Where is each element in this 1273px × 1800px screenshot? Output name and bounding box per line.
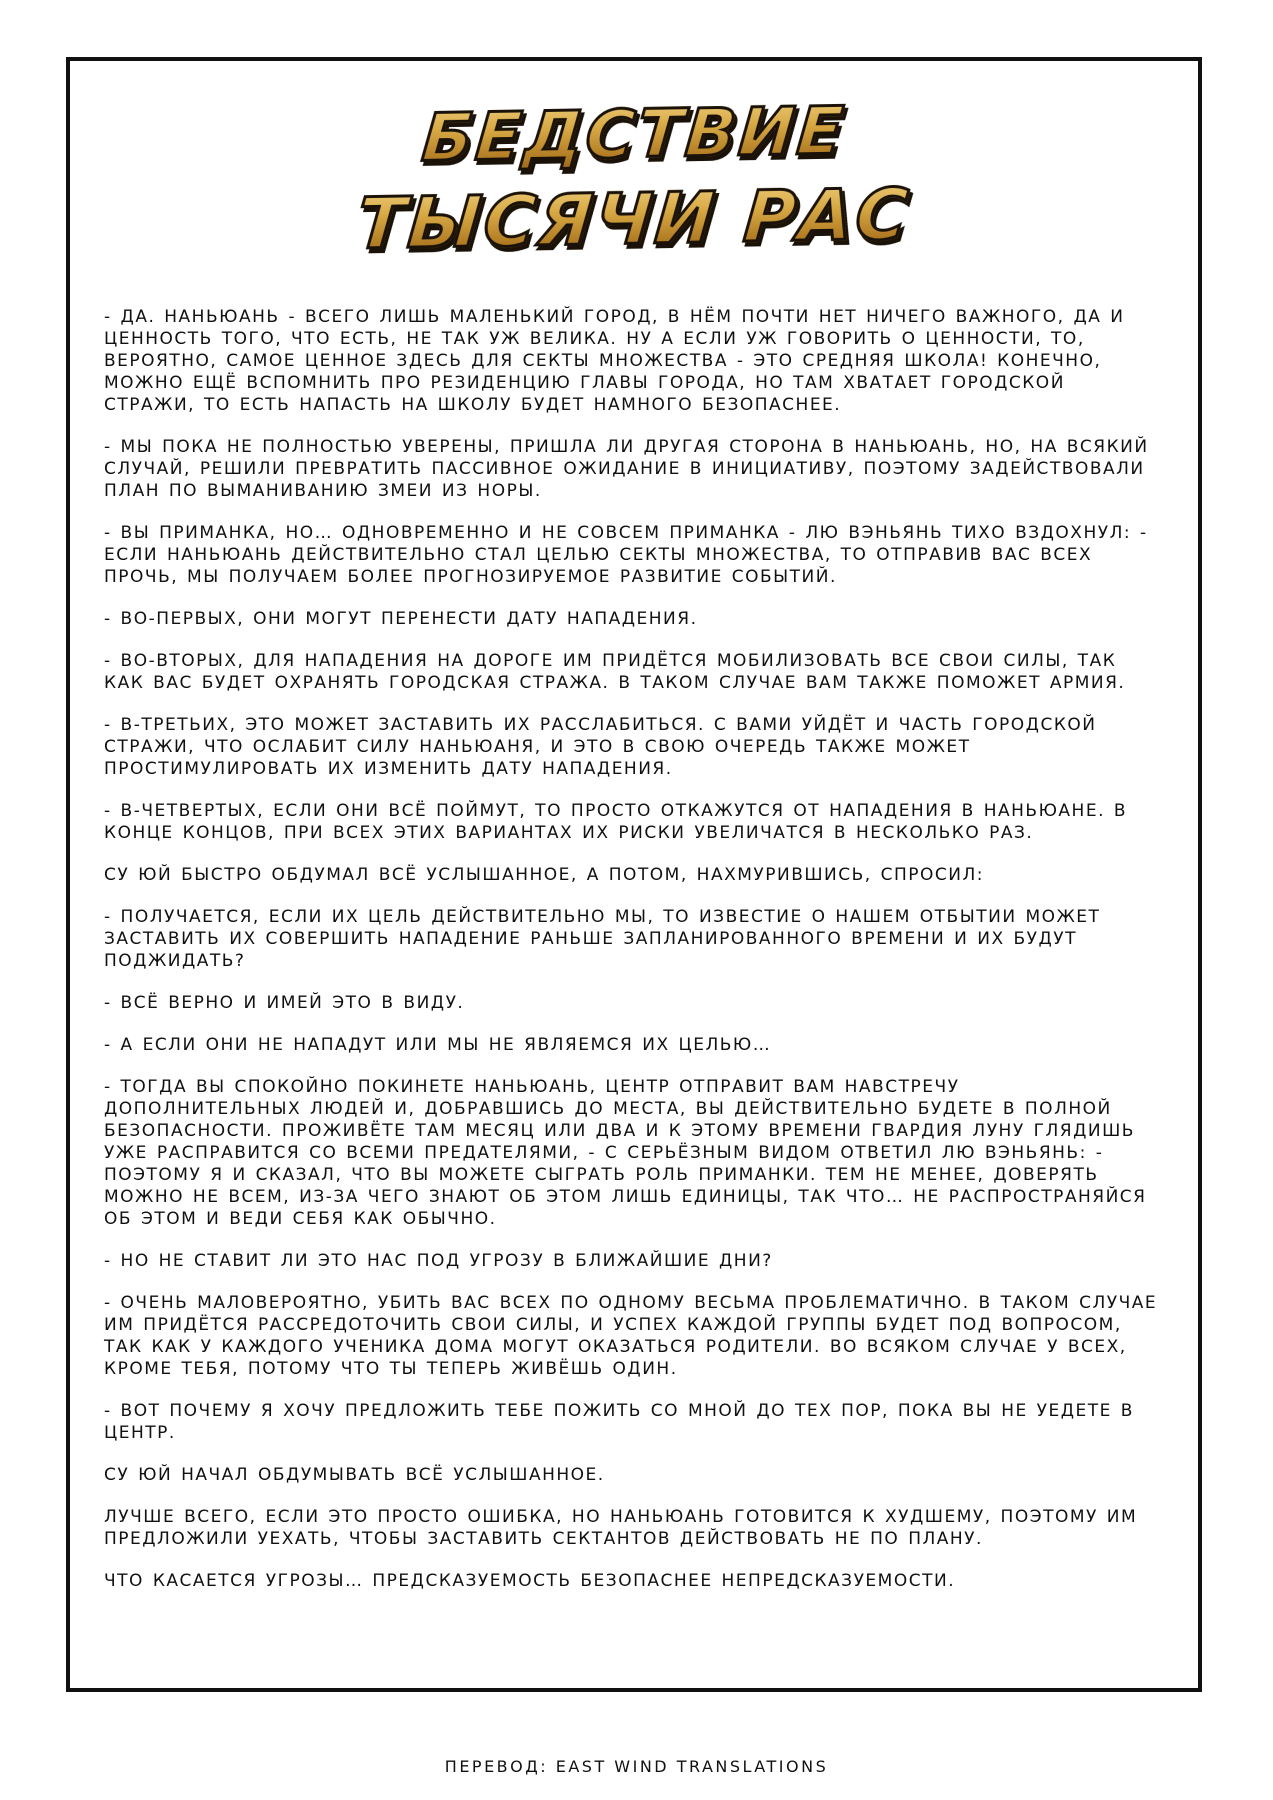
paragraph: СУ ЮЙ БЫСТРО ОБДУМАЛ ВСЁ УСЛЫШАННОЕ, А ПОТОМ, НАХМУРИВШИСЬ, СПРОСИЛ: bbox=[104, 865, 984, 885]
paragraph: - В-ЧЕТВЕРТЫХ, ЕСЛИ ОНИ ВСЁ ПОЙМУТ, ТО ПРОСТО ОТКАЖУТСЯ ОТ НАПАДЕНИЯ В НАНЬЮАНЕ. В КОНЦЕ КОНЦОВ, ПРИ ВСЕХ ЭТИХ ВАРИАНТАХ ИХ РИСКИ УВЕЛИЧАТСЯ В НЕСКОЛЬКО РАЗ. bbox=[104, 801, 1128, 843]
story-text bbox=[104, 306, 1164, 1612]
paragraph: - НО НЕ СТАВИТ ЛИ ЭТО НАС ПОД УГРОЗУ В БЛИЖАЙШИЕ ДНИ? bbox=[104, 1251, 773, 1271]
paragraph: - ВО-ПЕРВЫХ, ОНИ МОГУТ ПЕРЕНЕСТИ ДАТУ НАПАДЕНИЯ. bbox=[104, 609, 698, 629]
title-line-1: БЕДСТВИЕ bbox=[65, 81, 1203, 189]
paragraph: - ВО-ВТОРЫХ, ДЛЯ НАПАДЕНИЯ НА ДОРОГЕ ИМ ПРИДЁТСЯ МОБИЛИЗОВАТЬ ВСЕ СВОИ СИЛЫ, ТАК КАК ВАС БУДЕТ ОХРАНЯТЬ ГОРОДСКАЯ СТРАЖА. В ТАКОМ СЛУЧАЕ ВАМ ТАКЖЕ ПОМОЖЕТ АРМИЯ. bbox=[104, 651, 1126, 693]
paragraph: ЛУЧШЕ ВСЕГО, ЕСЛИ ЭТО ПРОСТО ОШИБКА, НО НАНЬЮАНЬ ГОТОВИТСЯ К ХУДШЕМУ, ПОЭТОМУ ИМ ПРЕДЛОЖИЛИ УЕХАТЬ, ЧТОБЫ ЗАСТАВИТЬ СЕКТАНТОВ ДЕЙСТВОВАТЬ НЕ ПО ПЛАНУ. bbox=[104, 1507, 1138, 1549]
paragraph: - ВСЁ ВЕРНО И ИМЕЙ ЭТО В ВИДУ. bbox=[104, 993, 465, 1013]
translation-credit: ПЕРЕВОД: EAST WIND TRANSLATIONS bbox=[444, 1757, 829, 1776]
paragraph: - В-ТРЕТЬИХ, ЭТО МОЖЕТ ЗАСТАВИТЬ ИХ РАССЛАБИТЬСЯ. С ВАМИ УЙДЁТ И ЧАСТЬ ГОРОДСКОЙ СТРАЖИ, ЧТО ОСЛАБИТ СИЛУ НАНЬЮАНЯ, И ЭТО В СВОЮ ОЧЕРЕДЬ ТАКЖЕ МОЖЕТ ПРОСТИМУЛИРОВАТЬ ИХ ИЗМЕНИТЬ ДАТУ НАПАДЕНИЯ. bbox=[104, 715, 1097, 779]
paragraph: - ОЧЕНЬ МАЛОВЕРОЯТНО, УБИТЬ ВАС ВСЕХ ПО ОДНОМУ ВЕСЬМА ПРОБЛЕМАТИЧНО. В ТАКОМ СЛУЧАЕ ИМ ПРИДЁТСЯ РАССРЕДОТОЧИТЬ СВОИ СИЛЫ, И УСПЕХ КАЖДОЙ ГРУППЫ БУДЕТ ПОД ВОПРОСОМ, ТАК КАК У КАЖДОГО УЧЕНИКА ДОМА МОГУТ ОКАЗАТЬСЯ РОДИТЕЛИ. ВО ВСЯКОМ СЛУЧАЕ У ВСЕХ, КРОМЕ ТЕБЯ, ПОТОМУ ЧТО ТЫ ТЕПЕРЬ ЖИВЁШЬ ОДИН. bbox=[104, 1293, 1158, 1379]
paragraph: - МЫ ПОКА НЕ ПОЛНОСТЬЮ УВЕРЕНЫ, ПРИШЛА ЛИ ДРУГАЯ СТОРОНА В НАНЬЮАНЬ, НО, НА ВСЯКИЙ СЛУЧАЙ, РЕШИЛИ ПРЕВРАТИТЬ ПАССИВНОЕ ОЖИДАНИЕ В ИНИЦИАТИВУ, ПОЭТОМУ ЗАДЕЙСТВОВАЛИ ПЛАН ПО ВЫМАНИВАНИЮ ЗМЕИ ИЗ НОРЫ. bbox=[104, 437, 1149, 501]
paragraph: ЧТО КАСАЕТСЯ УГРОЗЫ… ПРЕДСКАЗУЕМОСТЬ БЕЗОПАСНЕЕ НЕПРЕДСКАЗУЕМОСТИ. bbox=[104, 1571, 956, 1591]
paragraph: - ДА. НАНЬЮАНЬ - ВСЕГО ЛИШЬ МАЛЕНЬКИЙ ГОРОД, В НЁМ ПОЧТИ НЕТ НИЧЕГО ВАЖНОГО, ДА И ЦЕННОСТЬ ТОГО, ЧТО ЕСТЬ, НЕ ТАК УЖ ВЕЛИКА. НУ А ЕСЛИ УЖ ГОВОРИТЬ О ЦЕННОСТИ, ТО, ВЕРОЯТНО, САМОЕ ЦЕННОЕ ЗДЕСЬ ДЛЯ СЕКТЫ МНОЖЕСТВА - ЭТО СРЕДНЯЯ ШКОЛА! КОНЕЧНО, МОЖНО ЕЩЁ ВСПОМНИТЬ ПРО РЕЗИДЕНЦИЮ ГЛАВЫ ГОРОДА, НО ТАМ ХВАТАЕТ ГОРОДСКОЙ СТРАЖИ, ТО ЕСТЬ НАПАСТЬ НА ШКОЛУ БУДЕТ НАМНОГО БЕЗОПАСНЕЕ. bbox=[104, 307, 1125, 415]
paragraph: - ВЫ ПРИМАНКА, НО… ОДНОВРЕМЕННО И НЕ СОВСЕМ ПРИМАНКА - ЛЮ ВЭНЬЯНЬ ТИХО ВЗДОХНУЛ: - ЕСЛИ НАНЬЮАНЬ ДЕЙСТВИТЕЛЬНО СТАЛ ЦЕЛЬЮ СЕКТЫ МНОЖЕСТВА, ТО ОТПРАВИВ ВАС ВСЕХ ПРОЧЬ, МЫ ПОЛУЧАЕМ БОЛЕЕ ПРОГНОЗИРУЕМОЕ РАЗВИТИЕ СОБЫТИЙ. bbox=[104, 523, 1148, 587]
paragraph: - А ЕСЛИ ОНИ НЕ НАПАДУТ ИЛИ МЫ НЕ ЯВЛЯЕМСЯ ИХ ЦЕЛЬЮ… bbox=[104, 1035, 772, 1055]
paragraph: - ВОТ ПОЧЕМУ Я ХОЧУ ПРЕДЛОЖИТЬ ТЕБЕ ПОЖИТЬ СО МНОЙ ДО ТЕХ ПОР, ПОКА ВЫ НЕ УЕДЕТЕ В ЦЕНТР. bbox=[104, 1401, 1134, 1443]
paragraph: СУ ЮЙ НАЧАЛ ОБДУМЫВАТЬ ВСЁ УСЛЫШАННОЕ. bbox=[104, 1465, 605, 1485]
title-logo bbox=[70, 91, 1198, 263]
title-line-2: ТЫСЯЧИ РАС bbox=[65, 165, 1203, 273]
page-frame bbox=[66, 57, 1202, 1692]
paragraph: - ПОЛУЧАЕТСЯ, ЕСЛИ ИХ ЦЕЛЬ ДЕЙСТВИТЕЛЬНО МЫ, ТО ИЗВЕСТИЕ О НАШЕМ ОТБЫТИИ МОЖЕТ ЗАСТАВИТЬ ИХ СОВЕРШИТЬ НАПАДЕНИЕ РАНЬШЕ ЗАПЛАНИРОВАННОГО ВРЕМЕНИ И ИХ БУДУТ ПОДЖИДАТЬ? bbox=[104, 907, 1101, 971]
paragraph: - ТОГДА ВЫ СПОКОЙНО ПОКИНЕТЕ НАНЬЮАНЬ, ЦЕНТР ОТПРАВИТ ВАМ НАВСТРЕЧУ ДОПОЛНИТЕЛЬНЫХ ЛЮДЕЙ И, ДОБРАВШИСЬ ДО МЕСТА, ВЫ ДЕЙСТВИТЕЛЬНО БУДЕТЕ В ПОЛНОЙ БЕЗОПАСНОСТИ. ПРОЖИВЁТЕ ТАМ МЕСЯЦ ИЛИ ДВА И К ЭТОМУ ВРЕМЕНИ ГВАРДИЯ ЛУНУ ГЛЯДИШЬ УЖЕ РАСПРАВИТСЯ СО ВСЕМИ ПРЕДАТЕЛЯМИ, - С СЕРЬЁЗНЫМ ВИДОМ ОТВЕТИЛ ЛЮ ВЭНЬЯНЬ: - ПОЭТОМУ Я И СКАЗАЛ, ЧТО ВЫ МОЖЕТЕ СЫГРАТЬ РОЛЬ ПРИМАНКИ. ТЕМ НЕ МЕНЕЕ, ДОВЕРЯТЬ МОЖНО НЕ ВСЕМ, ИЗ-ЗА ЧЕГО ЗНАЮТ ОБ ЭТОМ ЛИШЬ ЕДИНИЦЫ, ТАК ЧТО… НЕ РАСПРОСТРАНЯЙСЯ ОБ ЭТОМ И ВЕДИ СЕБЯ КАК ОБЫЧНО. bbox=[104, 1077, 1147, 1229]
